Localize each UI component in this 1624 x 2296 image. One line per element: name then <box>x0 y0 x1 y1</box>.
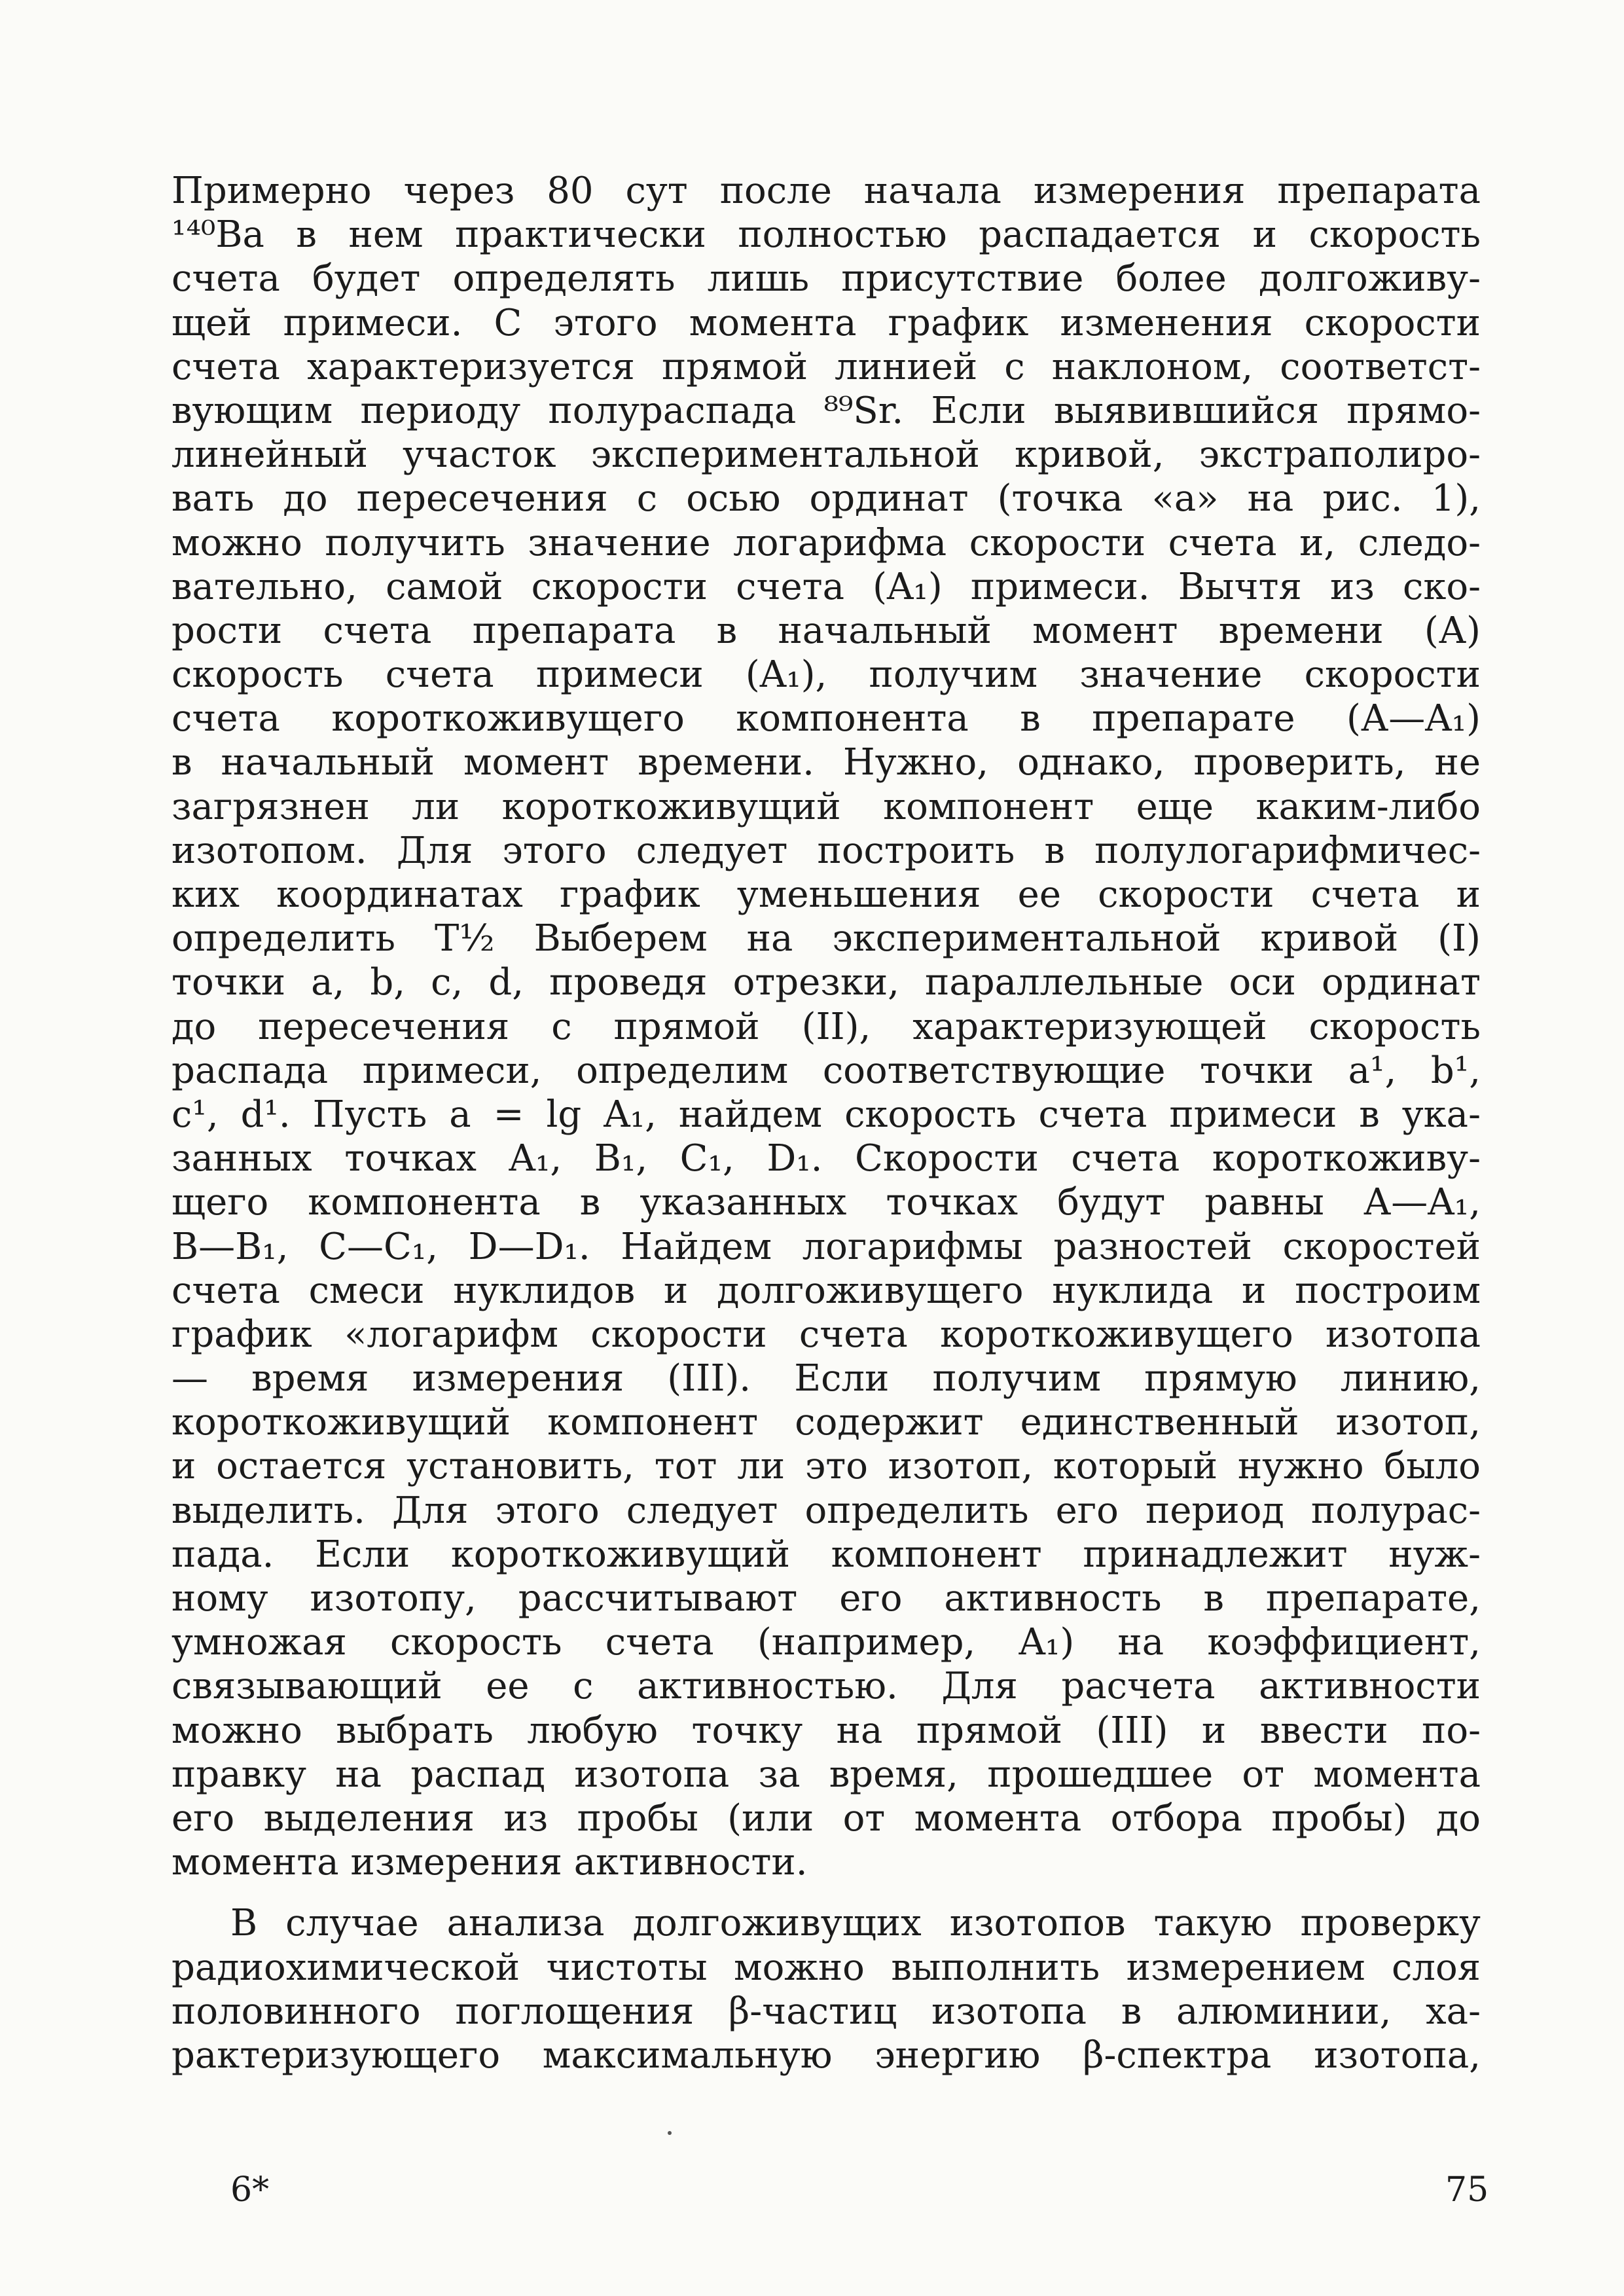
text-line: половинного поглощения β-частиц изотопа в алюминии, ха- <box>171 1990 1481 2033</box>
text-line: определить T½ Выберем на экспериментальной кривой (I) <box>171 917 1481 960</box>
signature-mark: 6* <box>230 2170 270 2210</box>
text-line: счета смеси нуклидов и долгоживущего нуклида и построим <box>171 1269 1481 1312</box>
text-line: занных точках A₁, B₁, C₁, D₁. Скорости счета короткоживу- <box>171 1137 1481 1180</box>
text-line: можно получить значение логарифма скорости счета и, следо- <box>171 521 1481 564</box>
text-line: его выделения из пробы (или от момента отбора пробы) до <box>171 1796 1481 1840</box>
text-line: рости счета препарата в начальный момент времени (А) <box>171 609 1481 652</box>
text-line: ¹⁴⁰Ва в нем практически полностью распадается и скорость <box>171 213 1481 257</box>
text-line: умножая скорость счета (например, A₁) на коэффициент, <box>171 1621 1481 1664</box>
text-line: ному изотопу, рассчитывают его активность в препарате, <box>171 1577 1481 1620</box>
text-line: B—B₁, C—C₁, D—D₁. Найдем логарифмы разностей скоростей <box>171 1225 1481 1268</box>
text-line: линейный участок экспериментальной кривой, экстраполиро- <box>171 433 1481 477</box>
text-line: и остается установить, тот ли это изотоп, который нужно было <box>171 1445 1481 1488</box>
paragraph-1 <box>171 169 1481 1884</box>
text-line: вать до пересечения с осью ординат (точка «а» на рис. 1), <box>171 477 1481 520</box>
text-line: загрязнен ли короткоживущий компонент еще каким-либо <box>171 785 1481 828</box>
text-line: вующим периоду полураспада ⁸⁹Sr. Если выявившийся прямо- <box>171 389 1481 432</box>
text-line: щей примеси. С этого момента график изменения скорости <box>171 301 1481 344</box>
text-line: рактеризующего максимальную энергию β-спектра изотопа, <box>171 2033 1481 2077</box>
text-line: короткоживущий компонент содержит единственный изотоп, <box>171 1401 1481 1444</box>
text-line: можно выбрать любую точку на прямой (III) и ввести по- <box>171 1709 1481 1752</box>
text-line: ких координатах график уменьшения ее скорости счета и <box>171 873 1481 916</box>
text-line: счета характеризуется прямой линией с наклоном, соответст- <box>171 345 1481 388</box>
text-line: пада. Если короткоживущий компонент принадлежит нуж- <box>171 1533 1481 1576</box>
text-line: счета будет определять лишь присутствие более долгоживу- <box>171 257 1481 301</box>
page-number: 75 <box>1445 2170 1489 2210</box>
text-line: счета короткоживущего компонента в препарате (А—A₁) <box>171 697 1481 740</box>
text-line: связывающий ее с активностью. Для расчета активности <box>171 1665 1481 1708</box>
text-line: В случае анализа долгоживущих изотопов такую проверку <box>230 1902 1481 1945</box>
text-line: скорость счета примеси (A₁), получим значение скорости <box>171 653 1481 697</box>
text-line: график «логарифм скорости счета короткоживущего изотопа <box>171 1313 1481 1356</box>
text-line: щего компонента в указанных точках будут равны А—A₁, <box>171 1181 1481 1224</box>
text-line: Примерно через 80 сут после начала измерения препарата <box>171 170 1481 212</box>
text-line: точки a, b, c, d, проведя отрезки, параллельные оси ординат <box>171 961 1481 1004</box>
text-line: изотопом. Для этого следует построить в полулогарифмичес- <box>171 829 1481 872</box>
body-text <box>171 169 1481 2077</box>
text-line: радиохимической чистоты можно выполнить измерением слоя <box>171 1946 1481 1989</box>
text-line: в начальный момент времени. Нужно, однако, проверить, не <box>171 741 1481 784</box>
text-line: вательно, самой скорости счета (A₁) примеси. Вычтя из ско- <box>171 565 1481 608</box>
text-line: момента измерения активности. <box>171 1841 808 1884</box>
text-line: правку на распад изотопа за время, прошедшее от момента <box>171 1753 1481 1796</box>
scan-speck <box>668 2131 672 2135</box>
paragraph-gap <box>171 1884 1481 1901</box>
text-line: c¹, d¹. Пусть a = lg A₁, найдем скорость счета примеси в ука- <box>171 1093 1481 1136</box>
text-line: до пересечения с прямой (II), характеризующей скорость <box>171 1005 1481 1048</box>
text-line: — время измерения (III). Если получим прямую линию, <box>171 1357 1481 1400</box>
paragraph-2 <box>171 1901 1481 2077</box>
text-line: выделить. Для этого следует определить его период полурас- <box>171 1489 1481 1532</box>
text-line: распада примеси, определим соответствующие точки a¹, b¹, <box>171 1049 1481 1092</box>
